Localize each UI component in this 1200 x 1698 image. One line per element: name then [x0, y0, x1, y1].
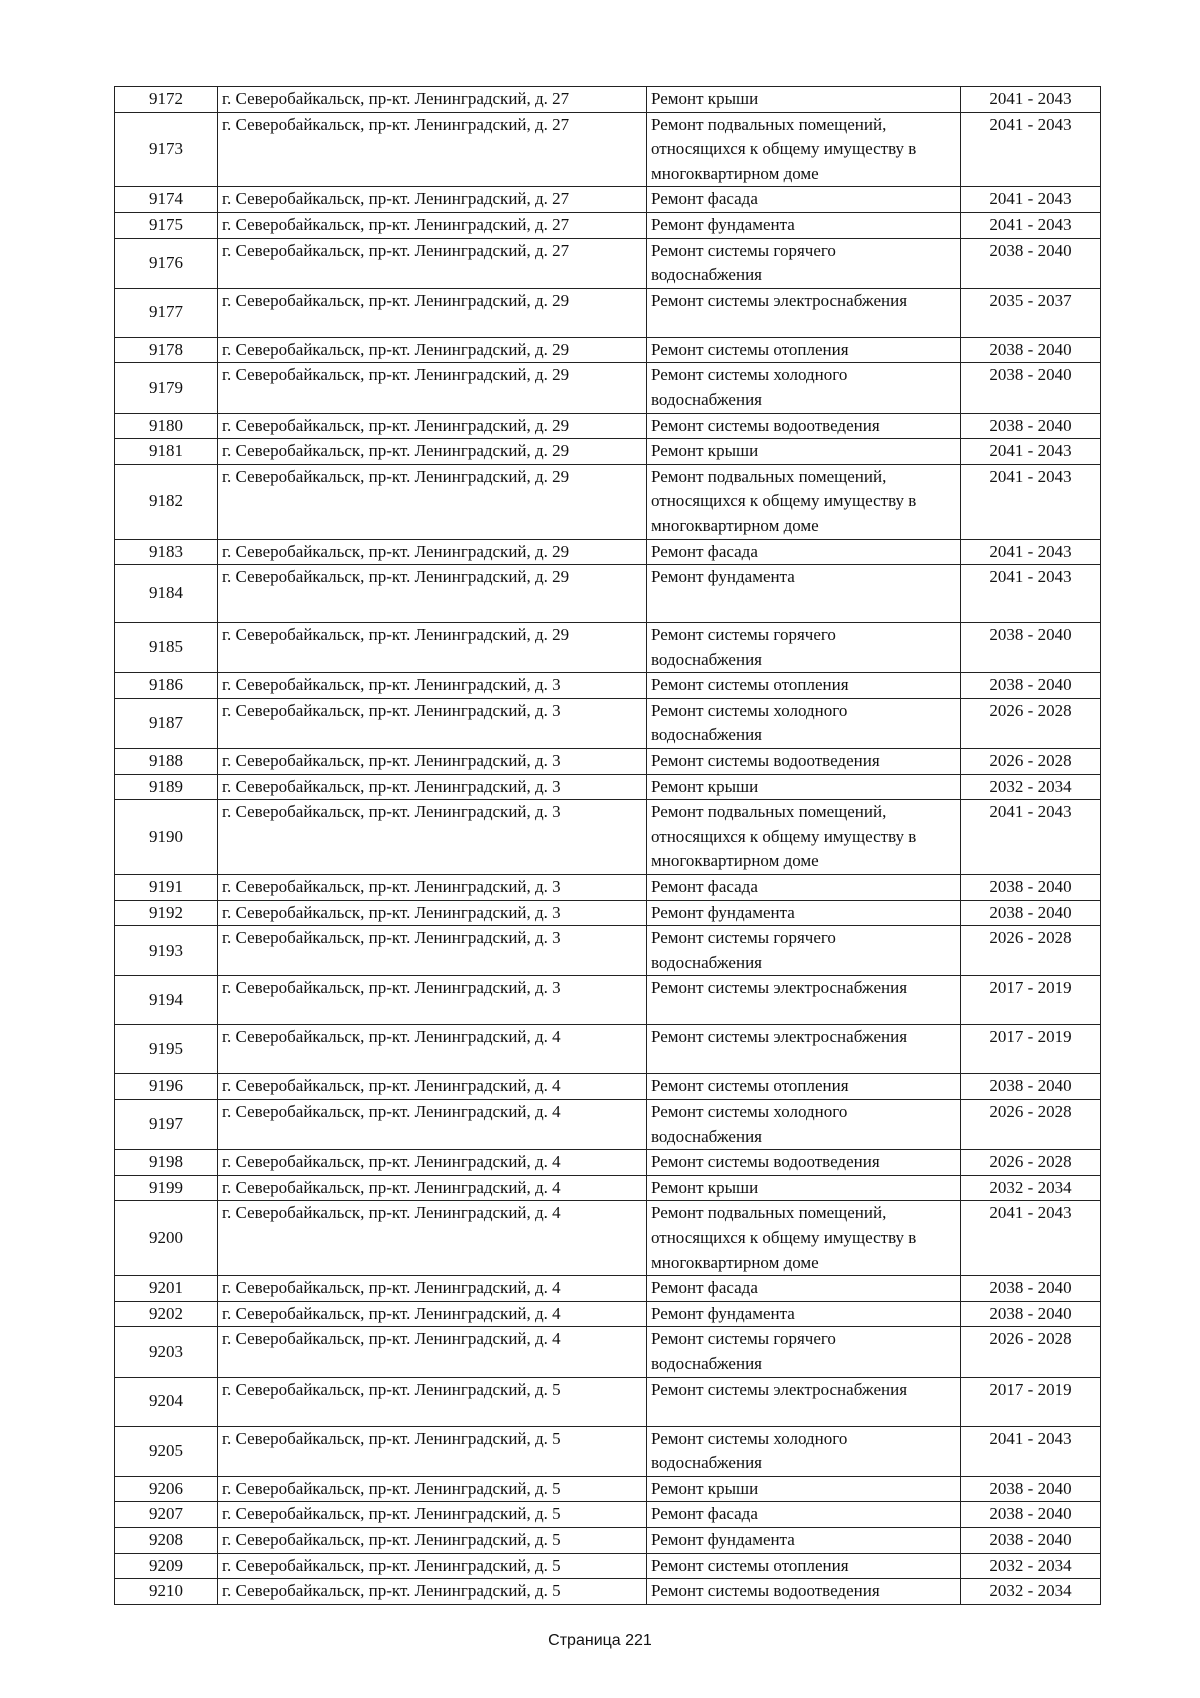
table-row: [115, 1150, 1101, 1176]
period-cell: 2038 - 2040: [961, 238, 1101, 288]
work-type-cell: Ремонт системы водоотведения: [647, 413, 961, 439]
row-number-cell: 9191: [115, 875, 218, 901]
row-number-cell: 9207: [115, 1502, 218, 1528]
table-row: [115, 363, 1101, 413]
table-row: [115, 1175, 1101, 1201]
table-row: [115, 926, 1101, 976]
address-cell: г. Северобайкальск, пр-кт. Ленинградский, д. 27: [218, 238, 647, 288]
period-cell: 2038 - 2040: [961, 1502, 1101, 1528]
period-cell: 2041 - 2043: [961, 87, 1101, 113]
table-body: [115, 87, 1101, 1605]
row-number-cell: 9180: [115, 413, 218, 439]
table-row: [115, 238, 1101, 288]
period-cell: 2041 - 2043: [961, 1426, 1101, 1476]
page-number: Страница 221: [548, 1632, 652, 1649]
address-cell: г. Северобайкальск, пр-кт. Ленинградский, д. 29: [218, 439, 647, 465]
period-cell: 2038 - 2040: [961, 413, 1101, 439]
work-type-cell: Ремонт фундамента: [647, 565, 961, 623]
address-cell: г. Северобайкальск, пр-кт. Ленинградский, д. 29: [218, 565, 647, 623]
row-number-cell: 9192: [115, 900, 218, 926]
work-type-cell: Ремонт подвальных помещений, относящихся к общему имуществу в многоквартирном доме: [647, 800, 961, 875]
address-cell: г. Северобайкальск, пр-кт. Ленинградский, д. 5: [218, 1502, 647, 1528]
table-row: [115, 900, 1101, 926]
period-cell: 2032 - 2034: [961, 1553, 1101, 1579]
table-row: [115, 1553, 1101, 1579]
table-row: [115, 976, 1101, 1025]
work-type-cell: Ремонт фасада: [647, 1502, 961, 1528]
work-type-cell: Ремонт системы холодного водоснабжения: [647, 363, 961, 413]
work-type-cell: Ремонт системы электроснабжения: [647, 288, 961, 337]
row-number-cell: 9199: [115, 1175, 218, 1201]
row-number-cell: 9175: [115, 212, 218, 238]
period-cell: 2038 - 2040: [961, 1301, 1101, 1327]
table-row: [115, 1074, 1101, 1100]
address-cell: г. Северобайкальск, пр-кт. Ленинградский, д. 29: [218, 539, 647, 565]
period-cell: 2038 - 2040: [961, 1276, 1101, 1302]
table-row: [115, 1276, 1101, 1302]
work-type-cell: Ремонт системы отопления: [647, 1553, 961, 1579]
table-row: [115, 1301, 1101, 1327]
address-cell: г. Северобайкальск, пр-кт. Ленинградский, д. 3: [218, 774, 647, 800]
period-cell: 2041 - 2043: [961, 112, 1101, 187]
period-cell: 2017 - 2019: [961, 1025, 1101, 1074]
address-cell: г. Северобайкальск, пр-кт. Ленинградский, д. 5: [218, 1476, 647, 1502]
period-cell: 2017 - 2019: [961, 976, 1101, 1025]
address-cell: г. Северобайкальск, пр-кт. Ленинградский, д. 29: [218, 337, 647, 363]
period-cell: 2038 - 2040: [961, 875, 1101, 901]
period-cell: 2038 - 2040: [961, 900, 1101, 926]
table-row: [115, 413, 1101, 439]
period-cell: 2026 - 2028: [961, 1150, 1101, 1176]
address-cell: г. Северобайкальск, пр-кт. Ленинградский, д. 5: [218, 1527, 647, 1553]
period-cell: 2041 - 2043: [961, 539, 1101, 565]
period-cell: 2041 - 2043: [961, 187, 1101, 213]
work-type-cell: Ремонт фасада: [647, 1276, 961, 1302]
table-row: [115, 673, 1101, 699]
table-row: [115, 337, 1101, 363]
table-row: [115, 800, 1101, 875]
work-type-cell: Ремонт системы отопления: [647, 337, 961, 363]
row-number-cell: 9195: [115, 1025, 218, 1074]
row-number-cell: 9201: [115, 1276, 218, 1302]
row-number-cell: 9185: [115, 623, 218, 673]
period-cell: 2017 - 2019: [961, 1377, 1101, 1426]
address-cell: г. Северобайкальск, пр-кт. Ленинградский, д. 29: [218, 288, 647, 337]
address-cell: г. Северобайкальск, пр-кт. Ленинградский, д. 5: [218, 1553, 647, 1579]
work-type-cell: Ремонт подвальных помещений, относящихся к общему имуществу в многоквартирном доме: [647, 1201, 961, 1276]
work-type-cell: Ремонт крыши: [647, 774, 961, 800]
address-cell: г. Северобайкальск, пр-кт. Ленинградский, д. 27: [218, 212, 647, 238]
address-cell: г. Северобайкальск, пр-кт. Ленинградский, д. 4: [218, 1276, 647, 1302]
address-cell: г. Северобайкальск, пр-кт. Ленинградский, д. 4: [218, 1301, 647, 1327]
row-number-cell: 9187: [115, 698, 218, 748]
row-number-cell: 9188: [115, 749, 218, 775]
address-cell: г. Северобайкальск, пр-кт. Ленинградский, д. 29: [218, 623, 647, 673]
row-number-cell: 9210: [115, 1579, 218, 1605]
period-cell: 2038 - 2040: [961, 337, 1101, 363]
period-cell: 2041 - 2043: [961, 212, 1101, 238]
work-type-cell: Ремонт крыши: [647, 1175, 961, 1201]
work-type-cell: Ремонт системы водоотведения: [647, 1579, 961, 1605]
table-row: [115, 1201, 1101, 1276]
table-row: [115, 565, 1101, 623]
address-cell: г. Северобайкальск, пр-кт. Ленинградский, д. 4: [218, 1150, 647, 1176]
row-number-cell: 9208: [115, 1527, 218, 1553]
address-cell: г. Северобайкальск, пр-кт. Ленинградский, д. 4: [218, 1025, 647, 1074]
table-row: [115, 1025, 1101, 1074]
work-type-cell: Ремонт системы отопления: [647, 673, 961, 699]
table-row: [115, 875, 1101, 901]
work-type-cell: Ремонт системы электроснабжения: [647, 976, 961, 1025]
address-cell: г. Северобайкальск, пр-кт. Ленинградский, д. 3: [218, 698, 647, 748]
row-number-cell: 9173: [115, 112, 218, 187]
work-type-cell: Ремонт фасада: [647, 875, 961, 901]
work-type-cell: Ремонт системы горячего водоснабжения: [647, 1327, 961, 1377]
work-type-cell: Ремонт фундамента: [647, 1301, 961, 1327]
table-row: [115, 112, 1101, 187]
work-type-cell: Ремонт системы холодного водоснабжения: [647, 1426, 961, 1476]
address-cell: г. Северобайкальск, пр-кт. Ленинградский, д. 4: [218, 1327, 647, 1377]
repair-schedule-table: [114, 86, 1101, 1605]
period-cell: 2026 - 2028: [961, 749, 1101, 775]
address-cell: г. Северобайкальск, пр-кт. Ленинградский, д. 5: [218, 1579, 647, 1605]
row-number-cell: 9177: [115, 288, 218, 337]
period-cell: 2035 - 2037: [961, 288, 1101, 337]
row-number-cell: 9178: [115, 337, 218, 363]
work-type-cell: Ремонт системы электроснабжения: [647, 1025, 961, 1074]
table-row: [115, 439, 1101, 465]
row-number-cell: 9190: [115, 800, 218, 875]
period-cell: 2041 - 2043: [961, 800, 1101, 875]
period-cell: 2041 - 2043: [961, 565, 1101, 623]
row-number-cell: 9198: [115, 1150, 218, 1176]
period-cell: 2032 - 2034: [961, 774, 1101, 800]
work-type-cell: Ремонт системы горячего водоснабжения: [647, 926, 961, 976]
row-number-cell: 9205: [115, 1426, 218, 1476]
work-type-cell: Ремонт крыши: [647, 439, 961, 465]
work-type-cell: Ремонт системы холодного водоснабжения: [647, 698, 961, 748]
row-number-cell: 9172: [115, 87, 218, 113]
table-row: [115, 1426, 1101, 1476]
work-type-cell: Ремонт системы отопления: [647, 1074, 961, 1100]
table-row: [115, 1377, 1101, 1426]
work-type-cell: Ремонт фундамента: [647, 212, 961, 238]
table-row: [115, 623, 1101, 673]
row-number-cell: 9176: [115, 238, 218, 288]
work-type-cell: Ремонт системы холодного водоснабжения: [647, 1100, 961, 1150]
table-row: [115, 1327, 1101, 1377]
work-type-cell: Ремонт крыши: [647, 1476, 961, 1502]
address-cell: г. Северобайкальск, пр-кт. Ленинградский, д. 5: [218, 1426, 647, 1476]
row-number-cell: 9193: [115, 926, 218, 976]
table-row: [115, 1476, 1101, 1502]
period-cell: 2026 - 2028: [961, 1100, 1101, 1150]
table-row: [115, 1527, 1101, 1553]
period-cell: 2038 - 2040: [961, 1074, 1101, 1100]
period-cell: 2032 - 2034: [961, 1579, 1101, 1605]
table-row: [115, 187, 1101, 213]
row-number-cell: 9186: [115, 673, 218, 699]
row-number-cell: 9196: [115, 1074, 218, 1100]
row-number-cell: 9209: [115, 1553, 218, 1579]
period-cell: 2038 - 2040: [961, 363, 1101, 413]
work-type-cell: Ремонт фасада: [647, 187, 961, 213]
table-row: [115, 212, 1101, 238]
table-row: [115, 539, 1101, 565]
address-cell: г. Северобайкальск, пр-кт. Ленинградский, д. 3: [218, 900, 647, 926]
address-cell: г. Северобайкальск, пр-кт. Ленинградский, д. 4: [218, 1201, 647, 1276]
work-type-cell: Ремонт системы водоотведения: [647, 1150, 961, 1176]
address-cell: г. Северобайкальск, пр-кт. Ленинградский, д. 4: [218, 1100, 647, 1150]
period-cell: 2041 - 2043: [961, 439, 1101, 465]
address-cell: г. Северобайкальск, пр-кт. Ленинградский, д. 4: [218, 1074, 647, 1100]
period-cell: 2026 - 2028: [961, 926, 1101, 976]
address-cell: г. Северобайкальск, пр-кт. Ленинградский, д. 27: [218, 87, 647, 113]
table-row: [115, 87, 1101, 113]
row-number-cell: 9206: [115, 1476, 218, 1502]
row-number-cell: 9204: [115, 1377, 218, 1426]
table-row: [115, 1579, 1101, 1605]
address-cell: г. Северобайкальск, пр-кт. Ленинградский, д. 3: [218, 926, 647, 976]
table-row: [115, 464, 1101, 539]
work-type-cell: Ремонт системы горячего водоснабжения: [647, 238, 961, 288]
row-number-cell: 9174: [115, 187, 218, 213]
address-cell: г. Северобайкальск, пр-кт. Ленинградский, д. 4: [218, 1175, 647, 1201]
row-number-cell: 9203: [115, 1327, 218, 1377]
period-cell: 2026 - 2028: [961, 1327, 1101, 1377]
table-row: [115, 774, 1101, 800]
row-number-cell: 9181: [115, 439, 218, 465]
row-number-cell: 9189: [115, 774, 218, 800]
row-number-cell: 9184: [115, 565, 218, 623]
work-type-cell: Ремонт подвальных помещений, относящихся к общему имуществу в многоквартирном доме: [647, 112, 961, 187]
address-cell: г. Северобайкальск, пр-кт. Ленинградский, д. 27: [218, 112, 647, 187]
period-cell: 2038 - 2040: [961, 673, 1101, 699]
address-cell: г. Северобайкальск, пр-кт. Ленинградский, д. 3: [218, 875, 647, 901]
period-cell: 2041 - 2043: [961, 1201, 1101, 1276]
table-row: [115, 1502, 1101, 1528]
address-cell: г. Северобайкальск, пр-кт. Ленинградский, д. 29: [218, 464, 647, 539]
work-type-cell: Ремонт системы электроснабжения: [647, 1377, 961, 1426]
address-cell: г. Северобайкальск, пр-кт. Ленинградский, д. 27: [218, 187, 647, 213]
address-cell: г. Северобайкальск, пр-кт. Ленинградский, д. 3: [218, 673, 647, 699]
table-row: [115, 1100, 1101, 1150]
row-number-cell: 9183: [115, 539, 218, 565]
row-number-cell: 9179: [115, 363, 218, 413]
row-number-cell: 9182: [115, 464, 218, 539]
work-type-cell: Ремонт системы горячего водоснабжения: [647, 623, 961, 673]
work-type-cell: Ремонт системы водоотведения: [647, 749, 961, 775]
row-number-cell: 9197: [115, 1100, 218, 1150]
period-cell: 2038 - 2040: [961, 623, 1101, 673]
table-row: [115, 698, 1101, 748]
address-cell: г. Северобайкальск, пр-кт. Ленинградский, д. 5: [218, 1377, 647, 1426]
work-type-cell: Ремонт подвальных помещений, относящихся к общему имуществу в многоквартирном доме: [647, 464, 961, 539]
address-cell: г. Северобайкальск, пр-кт. Ленинградский, д. 29: [218, 413, 647, 439]
row-number-cell: 9194: [115, 976, 218, 1025]
address-cell: г. Северобайкальск, пр-кт. Ленинградский, д. 3: [218, 800, 647, 875]
row-number-cell: 9202: [115, 1301, 218, 1327]
period-cell: 2032 - 2034: [961, 1175, 1101, 1201]
period-cell: 2041 - 2043: [961, 464, 1101, 539]
row-number-cell: 9200: [115, 1201, 218, 1276]
address-cell: г. Северобайкальск, пр-кт. Ленинградский, д. 3: [218, 749, 647, 775]
address-cell: г. Северобайкальск, пр-кт. Ленинградский, д. 29: [218, 363, 647, 413]
work-type-cell: Ремонт фасада: [647, 539, 961, 565]
address-cell: г. Северобайкальск, пр-кт. Ленинградский, д. 3: [218, 976, 647, 1025]
period-cell: 2038 - 2040: [961, 1527, 1101, 1553]
table-row: [115, 288, 1101, 337]
period-cell: 2038 - 2040: [961, 1476, 1101, 1502]
work-type-cell: Ремонт фундамента: [647, 1527, 961, 1553]
work-type-cell: Ремонт фундамента: [647, 900, 961, 926]
period-cell: 2026 - 2028: [961, 698, 1101, 748]
work-type-cell: Ремонт крыши: [647, 87, 961, 113]
table-row: [115, 749, 1101, 775]
